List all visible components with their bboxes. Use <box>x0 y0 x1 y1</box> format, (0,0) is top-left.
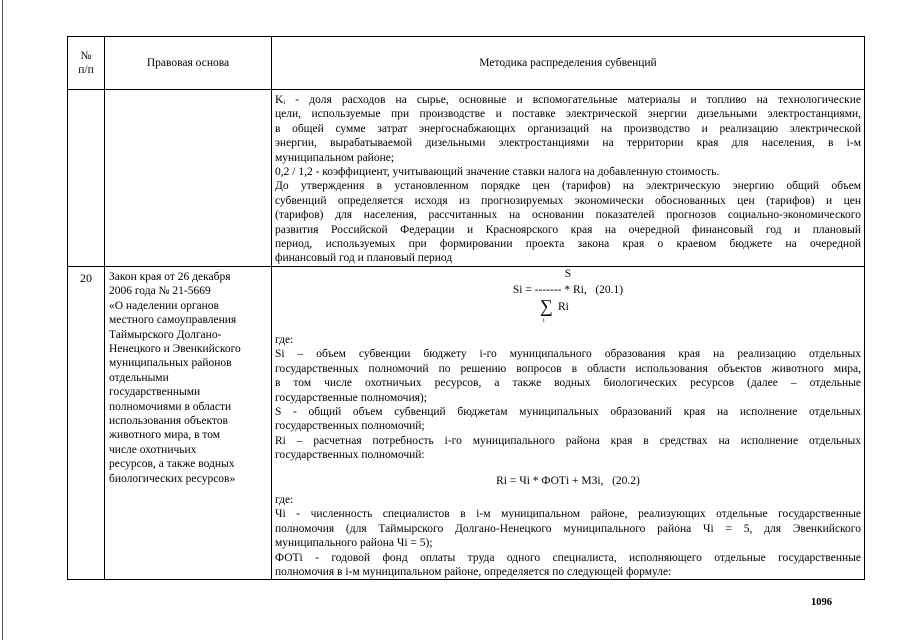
basis-line: ресурсов, а также водных <box>109 458 235 471</box>
formula-20-1 <box>275 267 861 333</box>
cell-methodology-continued <box>272 90 865 267</box>
text-line: полномочия в i-м муниципальном районе, определяется по следующей формуле: <box>275 565 672 578</box>
basis-line: Ненецкого и Эвенкийского <box>109 342 241 355</box>
text-line: муниципальном районе; <box>275 151 395 164</box>
text-line: государственные полномочия); <box>275 391 427 404</box>
text-line: цели, используемые при производстве и поставке электрической энергии дизельными электростанциями, <box>275 108 861 121</box>
page-number: 1096 <box>811 597 832 608</box>
subvention-table <box>67 36 865 580</box>
header-number-sign: № <box>80 50 92 62</box>
cell-legal-basis <box>105 266 272 580</box>
text-line: субвенций определяется исходя из прогнозируемых экономически обоснованных цен (тарифов) и цен <box>275 194 861 207</box>
basis-line: отдельными <box>109 371 169 384</box>
cell-basis-empty <box>105 90 272 267</box>
text-line: (тарифов) для населения, рассчитанных на основании показателей прогнозов социально-экономического <box>275 209 861 222</box>
basis-line: числе охотничьих <box>109 443 197 456</box>
header-legal-basis: Правовая основа <box>105 37 272 90</box>
header-methodology: Методика распределения субвенций <box>272 37 865 90</box>
basis-line: 2006 года № 21-5669 <box>109 285 211 298</box>
text-line: Чi - численность специалистов в i-м муниципальном районе, реализующих отдельные государственные <box>275 508 861 521</box>
text-line: S - общий объем субвенций бюджетам муниципальных образований края на исполнение отдельных <box>275 405 861 418</box>
basis-line: государственными <box>109 386 201 399</box>
basis-line: Таймырского Долгано- <box>109 328 222 341</box>
table-header-row <box>68 37 865 90</box>
basis-line: животного мира, в том <box>109 429 221 442</box>
text-line: Si – объем субвенции бюджету i-го муниципального образования края на реализацию отдельных <box>275 348 861 361</box>
text-line: где: <box>275 333 294 346</box>
text-line: в общей сумме затрат энергоснабжающих организаций на производство и реализацию электрической <box>275 122 861 135</box>
cell-methodology-20 <box>272 266 865 580</box>
text-line: ФОТi - годовой фонд оплаты труда одного специалиста, исполняющего отдельные государственные <box>275 551 861 564</box>
formula-20-2: Ri = Чi * ФОТi + МЗi, (20.2) <box>496 474 640 487</box>
basis-line: «О наделении органов <box>109 299 219 312</box>
sum-index: i <box>543 317 545 324</box>
basis-line: полномочиями в области <box>109 400 232 413</box>
text-line: Ri – расчетная потребность i-го муниципального района края в средствах на исполнение отдельных <box>275 434 861 447</box>
text-line: муниципального района Чi = 5); <box>275 537 433 550</box>
header-number <box>68 37 105 90</box>
formula-denominator: Ri <box>558 300 569 313</box>
text-line: развития Российской Федерации и Красноярского края на очередной финансовый год и плановый <box>275 223 861 236</box>
basis-line: местного самоуправления <box>109 314 237 327</box>
basis-line: Закон края от 26 декабря <box>109 270 231 283</box>
text-line: Kᵢ - доля расходов на сырье, основные и вспомогательные материалы и топливо на технологические <box>275 94 861 106</box>
text-line: финансовый год и плановый период <box>275 252 453 265</box>
basis-line: биологических ресурсов» <box>109 472 236 485</box>
header-number-abbr: п/п <box>78 64 94 76</box>
sum-symbol: ∑ <box>540 295 553 316</box>
cell-row-number: 20 <box>68 266 105 580</box>
table-row-continued <box>68 90 865 267</box>
text-line: где: <box>275 493 294 506</box>
basis-line: использования объектов <box>109 414 228 427</box>
text-line: государственных полномочий; <box>275 420 425 433</box>
text-line: государственных полномочий по решению вопросов в области использования объектов животного мира, <box>275 362 861 375</box>
page-left-edge <box>2 0 3 640</box>
text-line: период, используемых при формировании проекта закона края о краевом бюджете на очередной <box>275 238 861 251</box>
text-line: полномочия (для Таймырского Долгано-Ненецкого муниципального района Чi = 5, для Эвенкийского <box>275 522 861 535</box>
formula-main-line: Si = ------- * Ri, (20.1) <box>512 283 624 296</box>
formula-numerator: S <box>564 267 572 280</box>
text-line: энергии, вырабатываемой дизельными электростанциями на территории края для населения, в i-м <box>275 137 861 150</box>
text-line: До утверждения в установленном порядке цен (тарифов) на электрическую энергию общий объем <box>275 180 861 193</box>
text-line: в том числе охотничьих ресурсов, а также водных биологических ресурсов (далее – отдельные <box>275 377 861 390</box>
basis-line: муниципальных районов <box>109 357 232 370</box>
cell-number-empty <box>68 90 105 267</box>
table-row-20 <box>68 266 865 580</box>
text-line: государственных полномочий: <box>275 449 425 462</box>
text-line: 0,2 / 1,2 - коэффициент, учитывающий значение ставки налога на добавленную стоимость. <box>275 166 720 179</box>
